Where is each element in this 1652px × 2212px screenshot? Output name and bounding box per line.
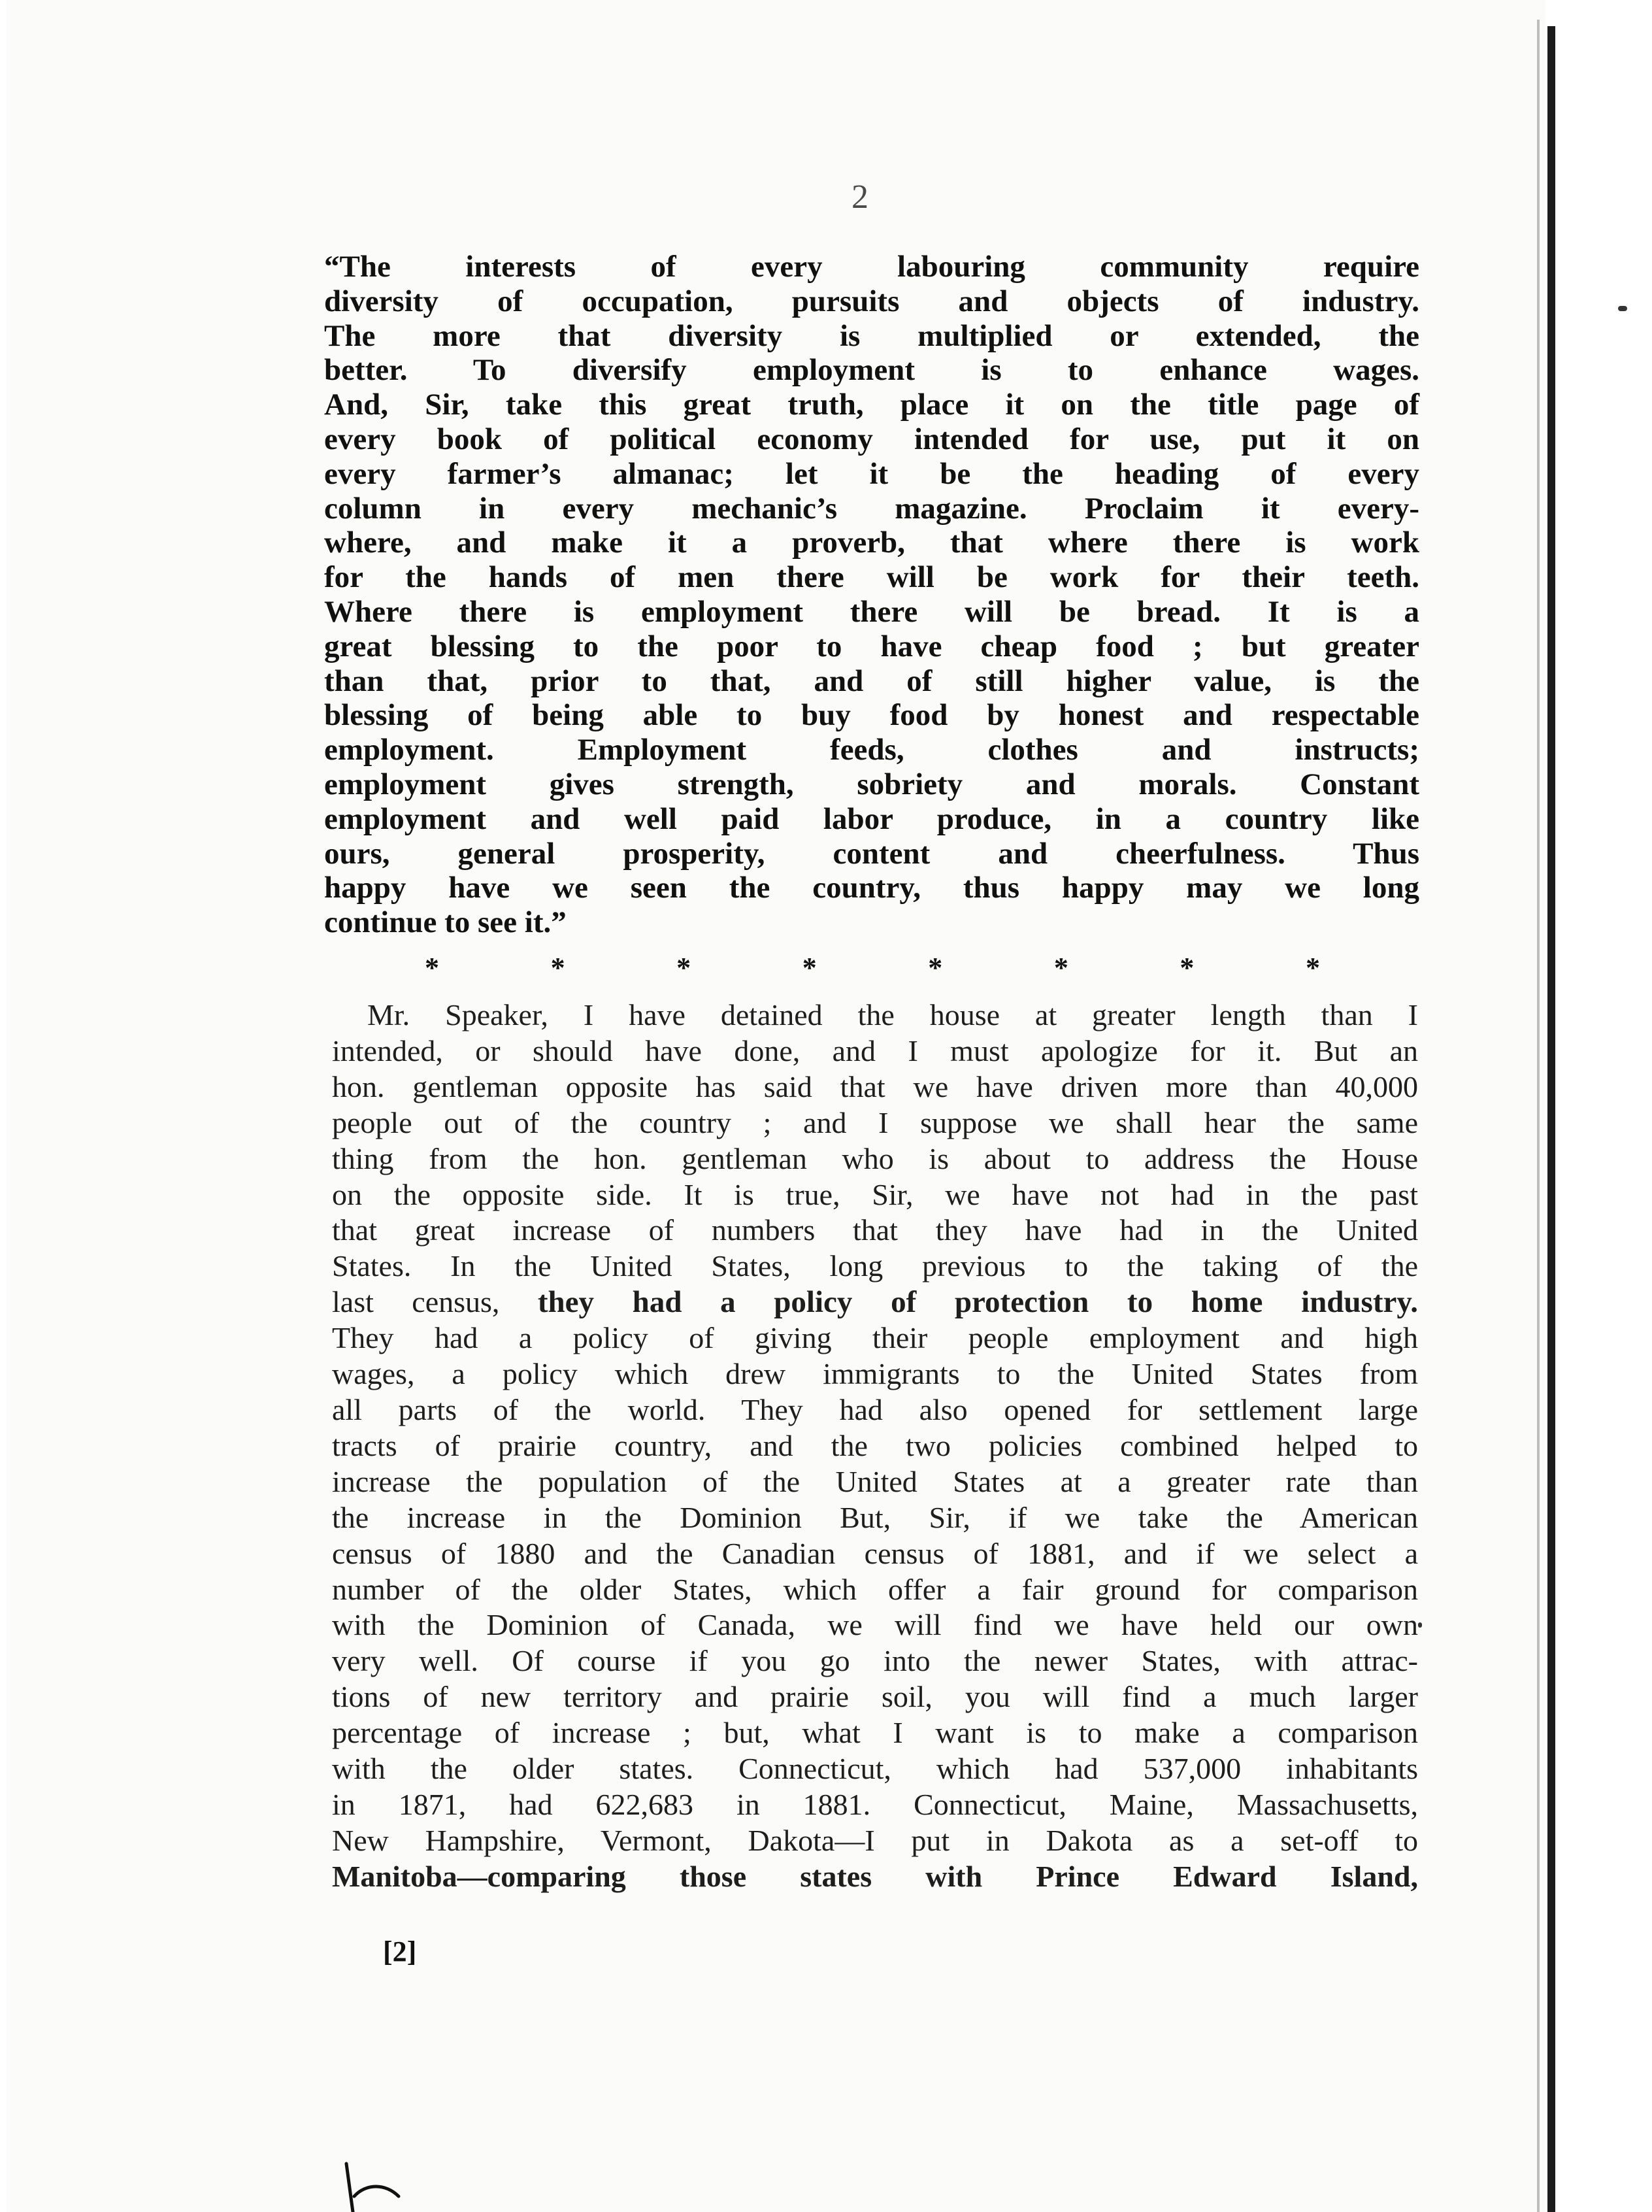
speech-line: with the older states. Connecticut, which had 537,000 inhabitants: [332, 1752, 1418, 1786]
quote-line: where, and make it a proverb, that where there is work: [324, 526, 1419, 560]
speech-line: hon. gentleman opposite has said that we have driven more than 40,000: [332, 1069, 1418, 1103]
speech-line: on the opposite side. It is true, Sir, we have not had in the past: [332, 1177, 1418, 1211]
quote-line: great blessing to the poor to have cheap food ; but greater: [324, 629, 1419, 663]
quote-line: ours, general prosperity, content and cheerfulness. Thus: [324, 836, 1419, 871]
margin-speck: [1618, 306, 1627, 311]
quote-line: “The interests of every labouring community require: [324, 250, 1419, 284]
speech-line: number of the older States, which offer a fair ground for comparison: [332, 1572, 1418, 1606]
quote-line: every book of political economy intended for use, put it on: [324, 422, 1419, 456]
speech-line: Manitoba—comparing those states with Prince Edward Island,: [332, 1859, 1418, 1893]
speech-line: tions of new territory and prairie soil, you will find a much larger: [332, 1680, 1418, 1714]
speech-line: increase the population of the United States at a greater rate than: [332, 1464, 1418, 1498]
quote-line: employment gives strength, sobriety and morals. Constant: [324, 767, 1419, 801]
speech-line: that great increase of numbers that they have had in the United: [332, 1213, 1418, 1247]
quote-line: than that, prior to that, and of still higher value, is the: [324, 663, 1419, 698]
quote-line: Where there is employment there will be bread. It is a: [324, 594, 1419, 629]
quote-line: for the hands of men there will be work for their teeth.: [324, 560, 1419, 595]
quote-line: better. To diversify employment is to enhance wages.: [324, 353, 1419, 388]
speech-line: tracts of prairie country, and the two policies combined helped to: [332, 1428, 1418, 1462]
asterisk: *: [928, 952, 943, 984]
signature-mark: [2]: [383, 1936, 417, 1968]
binding-edge: [1547, 26, 1555, 2212]
quote-line: diversity of occupation, pursuits and objects of industry.: [324, 284, 1419, 318]
speech-paragraph: [332, 997, 1418, 1895]
speech-line: They had a policy of giving their people employment and high: [332, 1321, 1418, 1355]
speech-line: percentage of increase ; but, what I want is to make a comparison: [332, 1716, 1418, 1750]
margin-speck: [1418, 1622, 1422, 1628]
asterisk: *: [1305, 952, 1320, 984]
quote-line: happy have we seen the country, thus happy may we long: [324, 871, 1419, 905]
speech-line: the increase in the Dominion But, Sir, if we take the American: [332, 1500, 1418, 1534]
quote-block: [324, 250, 1419, 940]
asterisk: *: [550, 952, 565, 984]
speech-line: States. In the United States, long previous to the taking of the: [332, 1249, 1418, 1283]
quote-line: employment. Employment feeds, clothes and instructs;: [324, 733, 1419, 767]
speech-line: intended, or should have done, and I must apologize for it. But an: [332, 1033, 1418, 1067]
quote-line: column in every mechanic’s magazine. Proclaim it every-: [324, 491, 1419, 526]
asterisk: *: [802, 952, 817, 984]
section-divider: [425, 951, 1320, 984]
speech-line: all parts of the world. They had also opened for settlement large: [332, 1392, 1418, 1426]
speech-line: Mr. Speaker, I have detained the house at greater length than I: [367, 998, 1418, 1031]
emphasized-phrase: they had a policy of protection to home industry.: [537, 1285, 1419, 1320]
quote-line: blessing of being able to buy food by honest and respectable: [324, 698, 1419, 733]
speech-line: thing from the hon. gentleman who is about to address the House: [332, 1141, 1418, 1175]
quote-line: continue to see it.”: [324, 905, 567, 940]
speech-line: very well. Of course if you go into the newer States, with attrac-: [332, 1644, 1418, 1678]
speech-line-emphasis: [332, 1284, 1418, 1320]
asterisk: *: [676, 952, 691, 984]
asterisk: *: [1053, 952, 1068, 984]
quote-line: And, Sir, take this great truth, place it on the title page of: [324, 388, 1419, 422]
asterisk: *: [1180, 952, 1195, 984]
speech-line: in 1871, had 622,683 in 1881. Connecticut, Maine, Massachusetts,: [332, 1787, 1418, 1821]
asterisk: *: [425, 952, 439, 984]
page-number: 2: [851, 178, 868, 216]
speech-line: with the Dominion of Canada, we will find we have held our own: [332, 1608, 1418, 1642]
speech-line: people out of the country ; and I suppose we shall hear the same: [332, 1105, 1418, 1139]
speech-line: New Hampshire, Vermont, Dakota—I put in Dakota as a set-off to: [332, 1823, 1418, 1857]
speech-line-prefix: last census,: [332, 1285, 500, 1319]
pen-mark-icon: [340, 2157, 418, 2212]
quote-line: every farmer’s almanac; let it be the heading of every: [324, 456, 1419, 491]
quote-line: employment and well paid labor produce, in a country like: [324, 801, 1419, 836]
speech-line: wages, a policy which drew immigrants to the United States from: [332, 1357, 1418, 1391]
page-edge-shadow: [1537, 20, 1540, 2212]
speech-line: census of 1880 and the Canadian census of 1881, and if we select a: [332, 1536, 1418, 1570]
quote-line: The more that diversity is multiplied or extended, the: [324, 318, 1419, 353]
